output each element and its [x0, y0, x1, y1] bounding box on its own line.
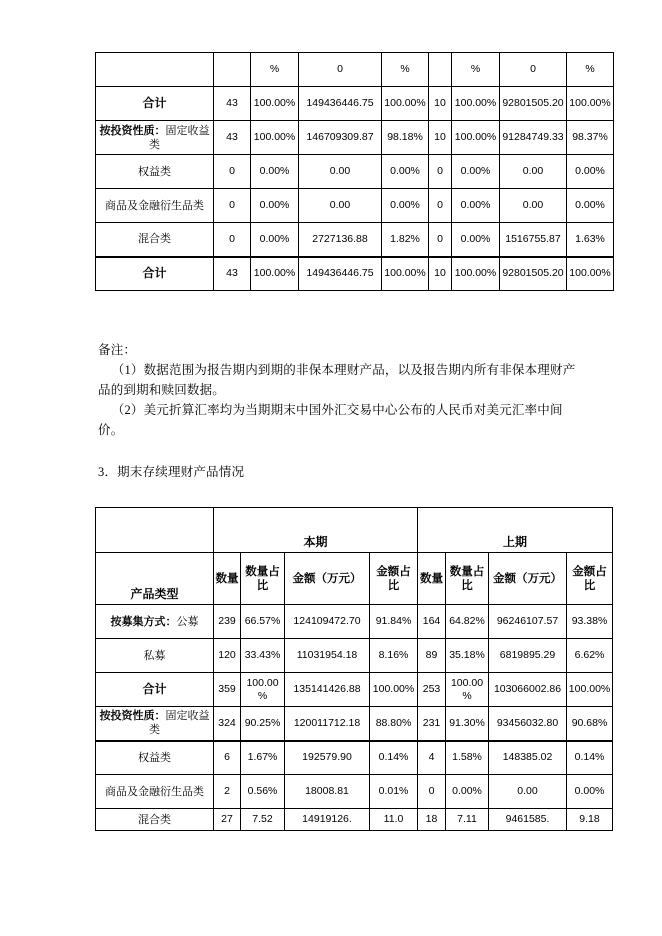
cur-amount: 0 — [299, 53, 382, 87]
row-label: 私募 — [96, 639, 214, 673]
cur-amount: 149436446.75 — [299, 87, 382, 121]
prev-count-pct: 0.00% — [452, 223, 500, 257]
table-row — [96, 155, 614, 189]
prev-amount-pct: 98.37% — [567, 121, 614, 155]
cur-amount: 149436446.75 — [299, 257, 382, 291]
row-label-lead: 按募集方式： — [110, 615, 177, 628]
table-row — [96, 741, 613, 775]
cur-amount: 11031954.18 — [285, 639, 370, 673]
prev-amount-pct: 1.63% — [567, 223, 614, 257]
cur-count-pct: 90.25% — [241, 707, 285, 741]
cur-count-pct: 33.43% — [241, 639, 285, 673]
prev-count-pct: 0.00% — [452, 189, 500, 223]
prev-amount-pct: 0.00% — [567, 775, 613, 809]
cur-count: 43 — [214, 257, 251, 291]
table-row — [96, 121, 614, 155]
prev-amount: 92801505.20 — [500, 257, 567, 291]
matured-products-table-container — [95, 63, 611, 315]
col-header-cur-count-pct: 数量占比 — [241, 553, 285, 605]
cur-count-pct: 0.56% — [241, 775, 285, 809]
row-label: 权益类 — [96, 155, 214, 189]
cur-count-pct: 66.57% — [241, 605, 285, 639]
prev-count-pct: 0.00% — [446, 775, 489, 809]
prev-count: 10 — [429, 87, 452, 121]
table-row — [96, 605, 613, 639]
col-header-label: 产品类型 — [96, 553, 214, 605]
prev-count-pct: 91.30% — [446, 707, 489, 741]
cur-count: 43 — [214, 87, 251, 121]
cur-count: 6 — [214, 741, 241, 775]
table-row — [96, 257, 614, 291]
col-header-prev-count-pct: 数量占比 — [446, 553, 489, 605]
cur-count-pct: % — [251, 53, 299, 87]
prev-amount: 1516755.87 — [500, 223, 567, 257]
cur-count: 0 — [214, 155, 251, 189]
table-row — [96, 809, 613, 831]
cur-count-pct: 100.00% — [251, 121, 299, 155]
prev-count: 10 — [429, 257, 452, 291]
cur-amount: 0.00 — [299, 155, 382, 189]
prev-amount: 93456032.80 — [489, 707, 567, 741]
col-header-cur-amount: 金额（万元） — [285, 553, 370, 605]
prev-count-pct: 1.58% — [446, 741, 489, 775]
table-row — [96, 189, 614, 223]
cur-count-pct: 100.00% — [251, 87, 299, 121]
prev-amount: 103066002.86 — [489, 673, 567, 707]
col-header-cur-count: 数量 — [214, 553, 241, 605]
note-item-1: （1）数据范围为报告期内到期的非保本理财产品，以及报告期内所有非保本理财产品的到期和赎回数据。 — [98, 363, 576, 397]
prev-amount: 0.00 — [489, 775, 567, 809]
prev-amount-pct: 0.14% — [567, 741, 613, 775]
cur-count-pct: 7.52 — [241, 809, 285, 831]
cur-amount-pct: 0.01% — [370, 775, 418, 809]
group-header-previous: 上期 — [418, 508, 613, 553]
table-row — [96, 53, 614, 87]
table-column-header-row — [96, 553, 613, 605]
cur-count: 27 — [214, 809, 241, 831]
cur-amount: 0.00 — [299, 189, 382, 223]
cur-amount-pct: 100.00% — [370, 673, 418, 707]
row-label-lead: 按投资性质： — [99, 124, 166, 137]
prev-amount-pct: 6.62% — [567, 639, 613, 673]
cur-count: 120 — [214, 639, 241, 673]
prev-amount: 0.00 — [500, 189, 567, 223]
cur-amount: 14919126. — [285, 809, 370, 831]
row-label-total: 合计 — [96, 87, 214, 121]
prev-amount: 148385.02 — [489, 741, 567, 775]
prev-amount: 96246107.57 — [489, 605, 567, 639]
prev-count: 89 — [418, 639, 446, 673]
prev-count-pct: % — [452, 53, 500, 87]
cur-amount: 2727136.88 — [299, 223, 382, 257]
cur-amount-pct: 0.14% — [370, 741, 418, 775]
prev-count-pct: 100.00% — [452, 257, 500, 291]
outstanding-products-table — [95, 507, 613, 831]
cur-count-pct: 100.00% — [251, 257, 299, 291]
prev-amount: 0 — [500, 53, 567, 87]
row-label-total: 合计 — [96, 673, 214, 707]
row-label: 商品及金融衍生品类 — [96, 775, 214, 809]
prev-count-pct: 100.00% — [446, 673, 489, 707]
cur-count-pct: 0.00% — [251, 223, 299, 257]
table-row — [96, 775, 613, 809]
group-header-left — [96, 508, 214, 553]
group-header-current: 本期 — [214, 508, 418, 553]
prev-amount: 92801505.20 — [500, 87, 567, 121]
row-label: 混合类 — [96, 223, 214, 257]
row-label: 混合类 — [96, 809, 214, 831]
cur-count: 0 — [214, 189, 251, 223]
prev-amount: 91284749.33 — [500, 121, 567, 155]
prev-amount-pct: 100.00% — [567, 257, 614, 291]
prev-count: 18 — [418, 809, 446, 831]
cur-count: 43 — [214, 121, 251, 155]
col-header-cur-amount-pct: 金额占比 — [370, 553, 418, 605]
cur-amount-pct: 91.84% — [370, 605, 418, 639]
cur-amount-pct: 100.00% — [382, 257, 429, 291]
cur-amount-pct: 8.16% — [370, 639, 418, 673]
prev-count — [429, 53, 452, 87]
table-row — [96, 223, 614, 257]
matured-products-table — [95, 52, 614, 291]
prev-count: 231 — [418, 707, 446, 741]
prev-count: 4 — [418, 741, 446, 775]
row-label — [96, 53, 214, 87]
prev-count: 10 — [429, 121, 452, 155]
prev-amount-pct: % — [567, 53, 614, 87]
prev-amount-pct: 0.00% — [567, 155, 614, 189]
cur-amount-pct: 88.80% — [370, 707, 418, 741]
cur-count: 359 — [214, 673, 241, 707]
prev-count: 164 — [418, 605, 446, 639]
prev-count-pct: 7.11 — [446, 809, 489, 831]
cur-count — [214, 53, 251, 87]
cur-count: 324 — [214, 707, 241, 741]
cur-count-pct: 0.00% — [251, 189, 299, 223]
table-row — [96, 639, 613, 673]
prev-amount: 9461585. — [489, 809, 567, 831]
outstanding-products-table-container — [95, 507, 611, 837]
prev-amount-pct: 93.38% — [567, 605, 613, 639]
row-label-tail: 固定收益类 — [149, 710, 210, 737]
prev-count: 0 — [418, 775, 446, 809]
table-row — [96, 87, 614, 121]
prev-count: 0 — [429, 155, 452, 189]
cur-amount-pct: 100.00% — [382, 87, 429, 121]
cur-count-pct: 100.00% — [241, 673, 285, 707]
note-item-2: （2）美元折算汇率均为当期期末中国外汇交易中心公布的人民币对美元汇率中间价。 — [98, 403, 563, 437]
table-group-header-row — [96, 508, 613, 553]
cur-count: 0 — [214, 223, 251, 257]
cur-count: 2 — [214, 775, 241, 809]
cur-amount: 146709309.87 — [299, 121, 382, 155]
row-label: 权益类 — [96, 741, 214, 775]
prev-count: 0 — [429, 189, 452, 223]
prev-amount: 0.00 — [500, 155, 567, 189]
col-header-prev-amount: 金额（万元） — [489, 553, 567, 605]
cur-count-pct: 0.00% — [251, 155, 299, 189]
prev-count-pct: 35.18% — [446, 639, 489, 673]
cur-amount-pct: 11.0 — [370, 809, 418, 831]
prev-count: 0 — [429, 223, 452, 257]
cur-count: 239 — [214, 605, 241, 639]
table-row — [96, 707, 613, 741]
cur-amount-pct: 98.18% — [382, 121, 429, 155]
row-label-tail: 公募 — [176, 615, 199, 628]
cur-count-pct: 1.67% — [241, 741, 285, 775]
prev-count: 253 — [418, 673, 446, 707]
prev-count-pct: 100.00% — [452, 87, 500, 121]
table-row — [96, 673, 613, 707]
prev-amount-pct: 9.18 — [567, 809, 613, 831]
cur-amount-pct: 1.82% — [382, 223, 429, 257]
row-label: 商品及金融衍生品类 — [96, 189, 214, 223]
notes-title: 备注： — [98, 343, 137, 357]
row-label — [96, 707, 214, 741]
cur-amount-pct: % — [382, 53, 429, 87]
prev-amount-pct: 100.00% — [567, 673, 613, 707]
cur-amount-pct: 0.00% — [382, 155, 429, 189]
prev-amount-pct: 0.00% — [567, 189, 614, 223]
cur-amount: 192579.90 — [285, 741, 370, 775]
cur-amount: 135141426.88 — [285, 673, 370, 707]
row-label — [96, 605, 214, 639]
prev-count-pct: 64.82% — [446, 605, 489, 639]
row-label-lead: 按投资性质： — [99, 710, 166, 723]
prev-count-pct: 100.00% — [452, 121, 500, 155]
row-label-tail: 固定收益类 — [149, 124, 210, 151]
cur-amount-pct: 0.00% — [382, 189, 429, 223]
prev-amount: 6819895.29 — [489, 639, 567, 673]
row-label-total: 合计 — [96, 257, 214, 291]
col-header-prev-count: 数量 — [418, 553, 446, 605]
notes-block — [98, 340, 578, 440]
cur-amount: 124109472.70 — [285, 605, 370, 639]
cur-amount: 18008.81 — [285, 775, 370, 809]
row-label — [96, 121, 214, 155]
prev-amount-pct: 90.68% — [567, 707, 613, 741]
prev-count-pct: 0.00% — [452, 155, 500, 189]
prev-amount-pct: 100.00% — [567, 87, 614, 121]
cur-amount: 120011712.18 — [285, 707, 370, 741]
section-heading: 3．期末存续理财产品情况 — [98, 465, 245, 479]
col-header-prev-amount-pct: 金额占比 — [567, 553, 613, 605]
